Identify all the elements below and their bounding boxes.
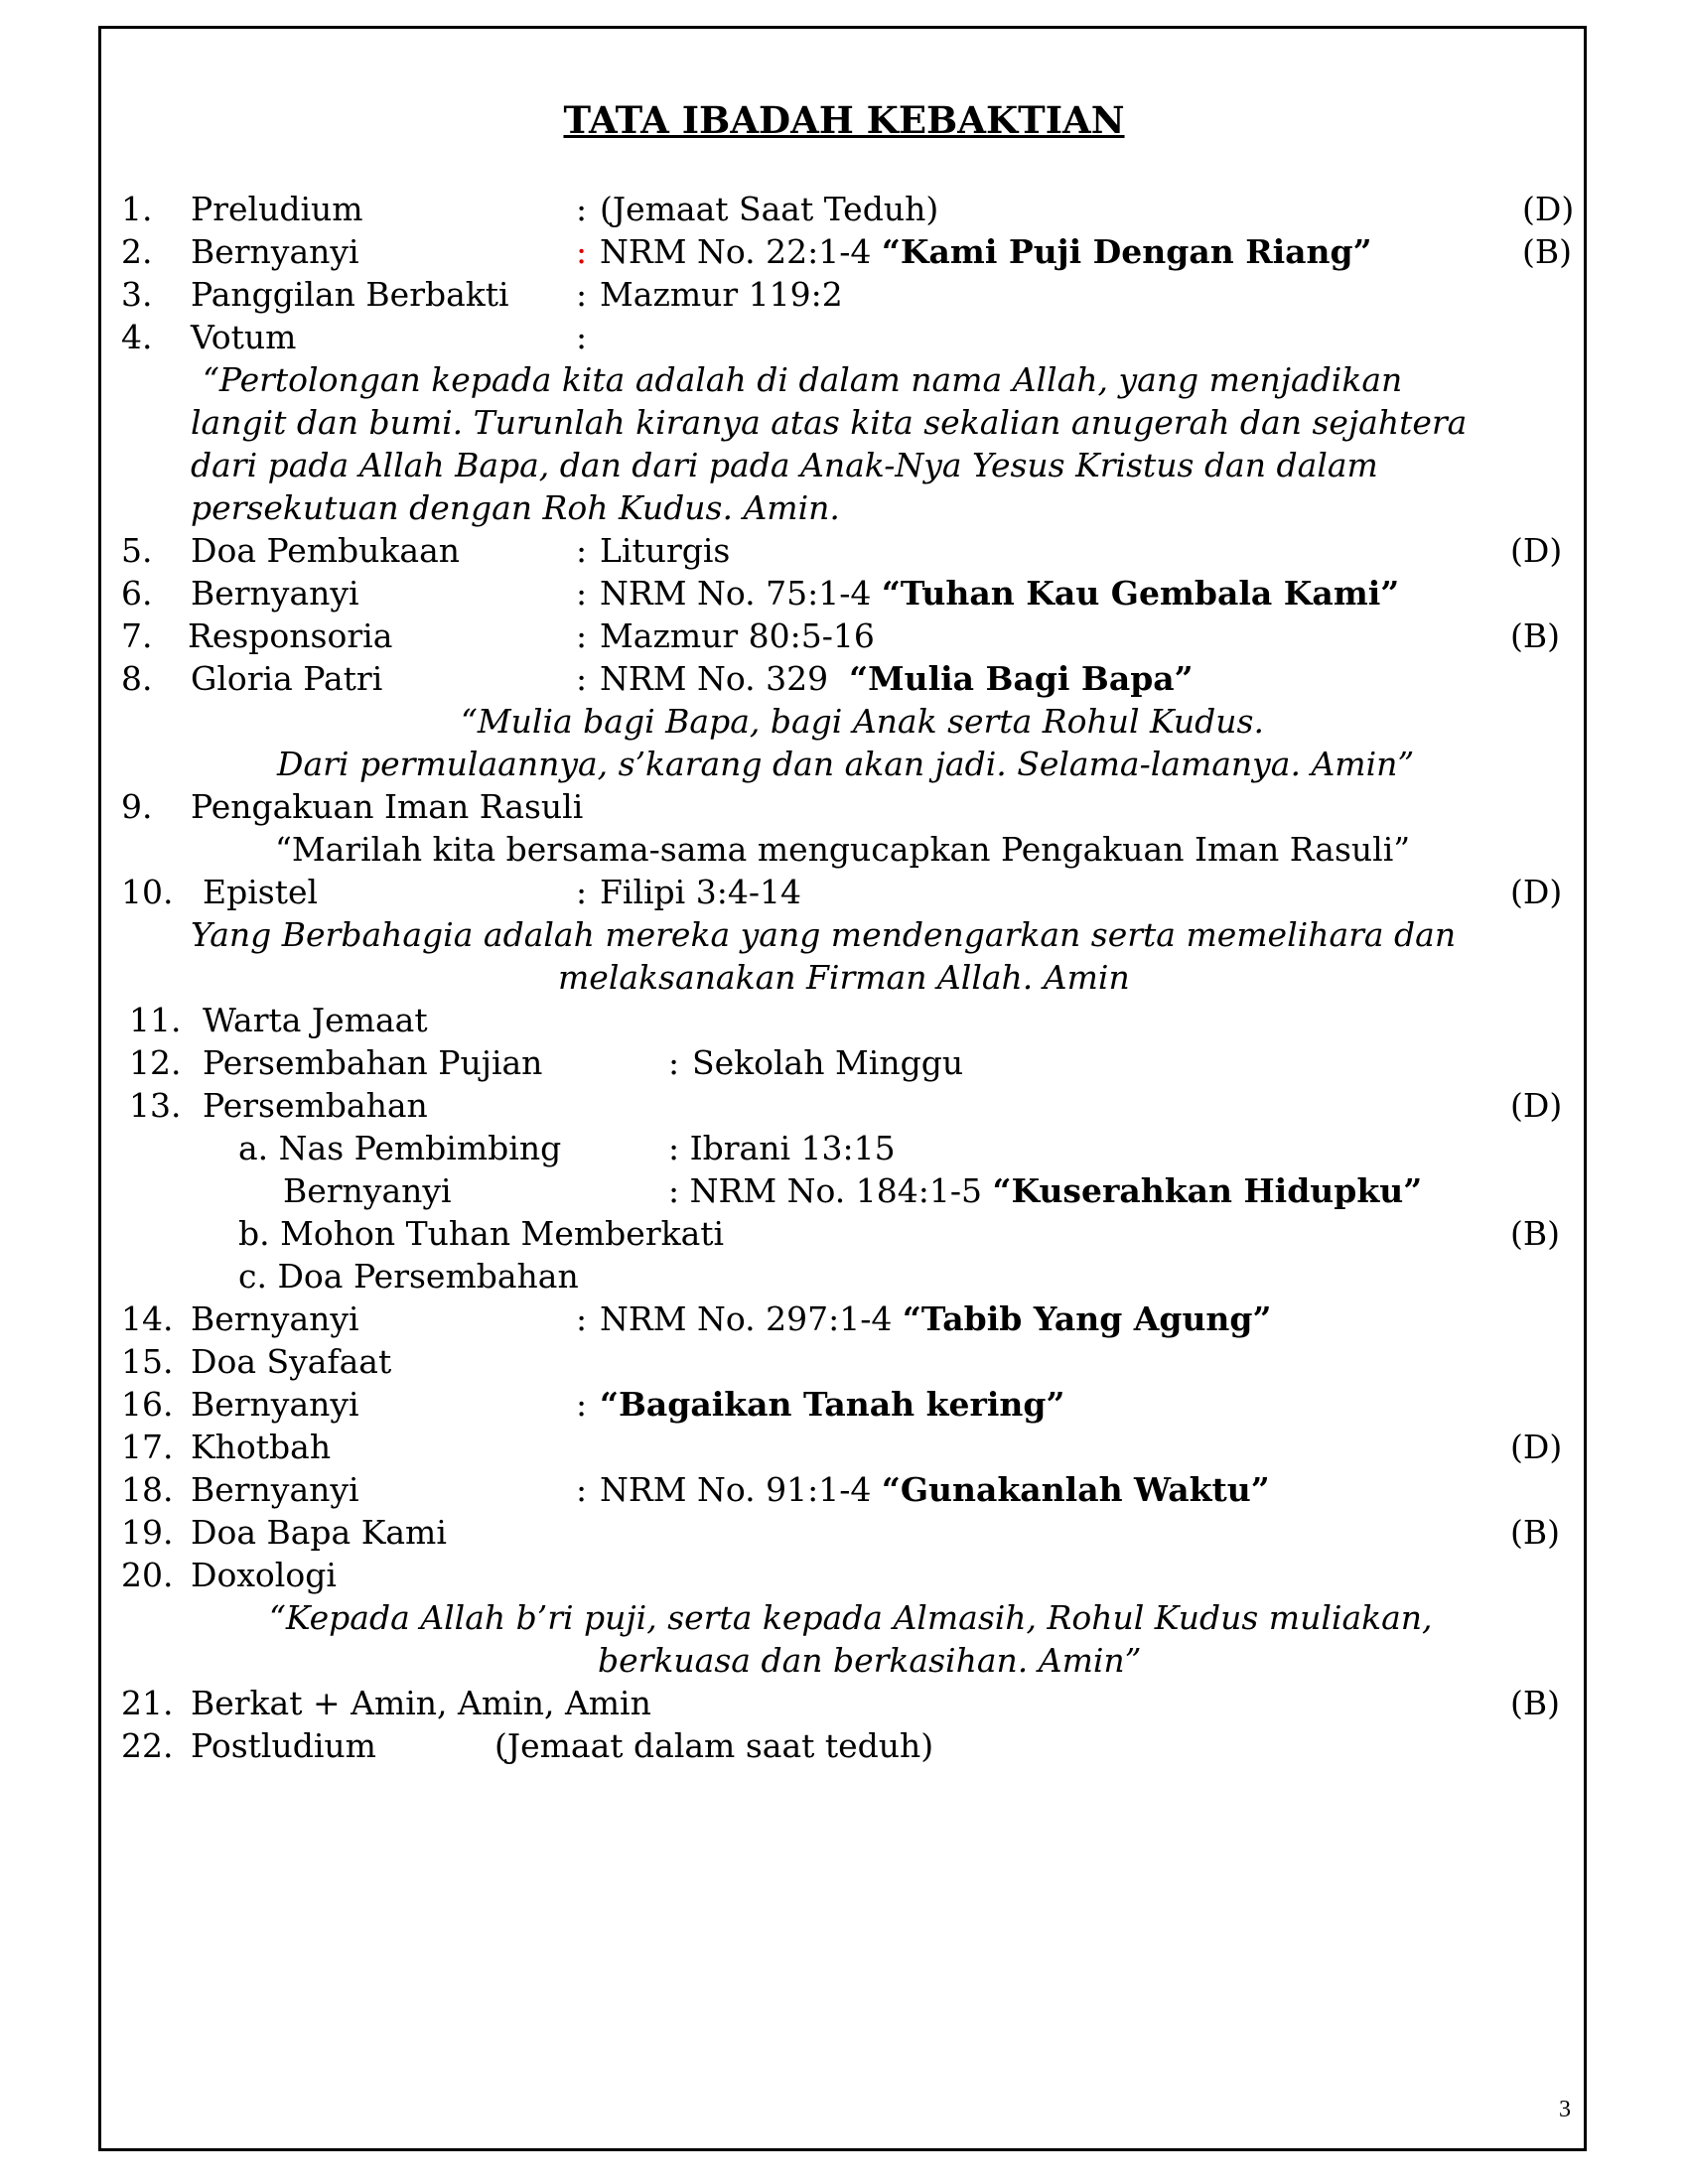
item-label: Bernyanyi bbox=[191, 1470, 359, 1509]
item-label: Doa Bapa Kami bbox=[191, 1513, 447, 1552]
item-separator: : bbox=[576, 659, 588, 698]
item-label: Preludium bbox=[191, 190, 363, 228]
item-number: 22. bbox=[121, 1726, 174, 1765]
item-label: Doa Syafaat bbox=[191, 1342, 392, 1381]
item-number: 9. bbox=[121, 787, 153, 826]
item-label: Responsoria bbox=[188, 616, 393, 655]
doxologi-line-1: “Kepada Allah b’ri puji, serta kepada Almasih, Rohul Kudus muliakan, bbox=[269, 1598, 1433, 1637]
item-separator: : bbox=[576, 574, 588, 613]
item-code: (D) bbox=[1510, 873, 1563, 911]
item-code: (B) bbox=[1510, 1684, 1560, 1722]
item-value bbox=[600, 1297, 1271, 1340]
item-label: Warta Jemaat bbox=[203, 1001, 428, 1039]
item-separator: : bbox=[576, 873, 588, 911]
votum-line-3: dari pada Allah Bapa, dan dari pada Anak-Nya Yesus Kristus dan dalam bbox=[191, 446, 1378, 484]
item-value bbox=[600, 529, 730, 572]
item-separator: : bbox=[576, 616, 588, 655]
item-label: Bernyanyi bbox=[191, 232, 359, 271]
item-label: Doxologi bbox=[191, 1556, 337, 1594]
item-value bbox=[600, 871, 801, 913]
item-number: 13. bbox=[129, 1086, 182, 1125]
item-value bbox=[600, 273, 843, 316]
item-hymn-title: “Bagaikan Tanah kering” bbox=[600, 1385, 1065, 1424]
item-number: 3. bbox=[121, 275, 153, 314]
item-number: 15. bbox=[121, 1342, 174, 1381]
item-label: Berkat + Amin, Amin, Amin bbox=[191, 1684, 651, 1722]
votum-line-1: “Pertolongan kepada kita adalah di dalam nama Allah, yang menjadikan bbox=[203, 360, 1403, 399]
item-value bbox=[600, 614, 875, 657]
item-hymn-title: “Kami Puji Dengan Riang” bbox=[881, 232, 1372, 271]
item-number: 7. bbox=[121, 616, 153, 655]
item-separator: : bbox=[576, 1299, 588, 1338]
page-number: 3 bbox=[1559, 2097, 1571, 2122]
item-number: 6. bbox=[121, 574, 153, 613]
votum-line-2: langit dan bumi. Turunlah kiranya atas kita sekalian anugerah dan sejahtera bbox=[191, 403, 1468, 442]
persembahan-c-label: c. Doa Persembahan bbox=[238, 1257, 579, 1296]
item-separator: : bbox=[576, 1385, 588, 1424]
item-number: 4. bbox=[121, 318, 153, 356]
persembahan-a2-value: : NRM No. 184:1-5 “Kuserahkan Hidupku” bbox=[668, 1171, 1423, 1210]
item-code: (D) bbox=[1510, 531, 1563, 570]
item-separator: : bbox=[576, 1470, 588, 1509]
item-separator: : bbox=[576, 232, 588, 271]
item-label: Votum bbox=[191, 318, 297, 356]
persembahan-a2-label: Bernyanyi bbox=[283, 1171, 452, 1210]
gloria-line-2: Dari permulaannya, s’karang dan akan jadi. Selama-lamanya. Amin” bbox=[277, 745, 1415, 783]
item-label: Khotbah bbox=[191, 1428, 332, 1466]
item-number: 16. bbox=[121, 1385, 174, 1424]
item-label: Panggilan Berbakti bbox=[191, 275, 509, 314]
item-number: 12. bbox=[129, 1043, 182, 1082]
item-value bbox=[692, 1041, 963, 1084]
item-code: (B) bbox=[1510, 616, 1560, 655]
item-number: 10. bbox=[121, 873, 174, 911]
item-label: Bernyanyi bbox=[191, 1299, 359, 1338]
item-label: Postludium bbox=[191, 1726, 376, 1765]
item-separator: : bbox=[576, 275, 588, 314]
item-hymn-title: “Gunakanlah Waktu” bbox=[881, 1470, 1270, 1509]
item-label: Persembahan bbox=[203, 1086, 428, 1125]
item-number: 5. bbox=[121, 531, 153, 570]
item-label: Gloria Patri bbox=[191, 659, 383, 698]
item-number: 11. bbox=[129, 1001, 182, 1039]
epistel-line-2: melaksanakan Firman Allah. Amin bbox=[558, 958, 1130, 997]
item-value-text: Mazmur 80:5-16 bbox=[600, 616, 875, 655]
item-value bbox=[600, 572, 1399, 614]
item-number: 19. bbox=[121, 1513, 174, 1552]
gloria-line-1: “Mulia bagi Bapa, bagi Anak serta Rohul Kudus. bbox=[461, 702, 1264, 741]
epistel-line-1: Yang Berbahagia adalah mereka yang mendengarkan serta memelihara dan bbox=[191, 915, 1457, 954]
item-value bbox=[600, 230, 1372, 273]
item-value-text: NRM No. 297:1-4 bbox=[600, 1299, 903, 1338]
item-code: (B) bbox=[1522, 232, 1572, 271]
item-label: Bernyanyi bbox=[191, 574, 359, 613]
item-number: 21. bbox=[121, 1684, 174, 1722]
persembahan-a-value: : Ibrani 13:15 bbox=[668, 1129, 896, 1167]
item-value-text: Filipi 3:4-14 bbox=[600, 873, 801, 911]
item-hymn-title: “Mulia Bagi Bapa” bbox=[849, 659, 1194, 698]
item-number: 18. bbox=[121, 1470, 174, 1509]
item-number: 17. bbox=[121, 1428, 174, 1466]
item-separator: : bbox=[576, 531, 588, 570]
item-number: 8. bbox=[121, 659, 153, 698]
persembahan-b-code: (B) bbox=[1510, 1214, 1560, 1253]
item-number: 20. bbox=[121, 1556, 174, 1594]
item-value bbox=[600, 1383, 1064, 1426]
item-label: Bernyanyi bbox=[191, 1385, 359, 1424]
item-value-text: Liturgis bbox=[600, 531, 731, 570]
item-code: (B) bbox=[1510, 1513, 1560, 1552]
item-value-text: NRM No. 91:1-4 bbox=[600, 1470, 882, 1509]
item-value bbox=[600, 188, 938, 230]
page-title: TATA IBADAH KEBAKTIAN bbox=[563, 98, 1125, 142]
persembahan-a-label: a. Nas Pembimbing bbox=[238, 1129, 562, 1167]
item-value-text: (Jemaat Saat Teduh) bbox=[600, 190, 939, 228]
item-value-text: Mazmur 119:2 bbox=[600, 275, 843, 314]
item-value-text: (Jemaat dalam saat teduh) bbox=[494, 1726, 934, 1765]
item-code: (D) bbox=[1522, 190, 1575, 228]
item-value-text: NRM No. 22:1-4 bbox=[600, 232, 882, 271]
item-hymn-title: “Tuhan Kau Gembala Kami” bbox=[881, 574, 1400, 613]
item-separator: : bbox=[576, 190, 588, 228]
item-value-text: Sekolah Minggu bbox=[692, 1043, 964, 1082]
item-value-text: NRM No. 329 bbox=[600, 659, 850, 698]
item-label: Persembahan Pujian bbox=[203, 1043, 543, 1082]
item-code: (D) bbox=[1510, 1428, 1563, 1466]
item-label: Doa Pembukaan bbox=[191, 531, 461, 570]
item-label: Epistel bbox=[203, 873, 319, 911]
doxologi-line-2: berkuasa dan berkasihan. Amin” bbox=[598, 1641, 1142, 1680]
item-value bbox=[494, 1724, 933, 1767]
item-code: (D) bbox=[1510, 1086, 1563, 1125]
persembahan-b-label: b. Mohon Tuhan Memberkati bbox=[238, 1214, 725, 1253]
item-value bbox=[600, 1468, 1270, 1511]
item-number: 2. bbox=[121, 232, 153, 271]
item-number: 1. bbox=[121, 190, 153, 228]
item-separator: : bbox=[576, 318, 588, 356]
creed-invitation: “Marilah kita bersama-sama mengucapkan Pengakuan Iman Rasuli” bbox=[275, 830, 1411, 869]
item-label: Pengakuan Iman Rasuli bbox=[191, 787, 584, 826]
item-value-text: NRM No. 75:1-4 bbox=[600, 574, 882, 613]
item-hymn-title: “Tabib Yang Agung” bbox=[902, 1299, 1272, 1338]
item-separator: : bbox=[668, 1043, 680, 1082]
votum-line-4: persekutuan dengan Roh Kudus. Amin. bbox=[191, 488, 840, 527]
item-number: 14. bbox=[121, 1299, 174, 1338]
item-value bbox=[600, 657, 1194, 700]
